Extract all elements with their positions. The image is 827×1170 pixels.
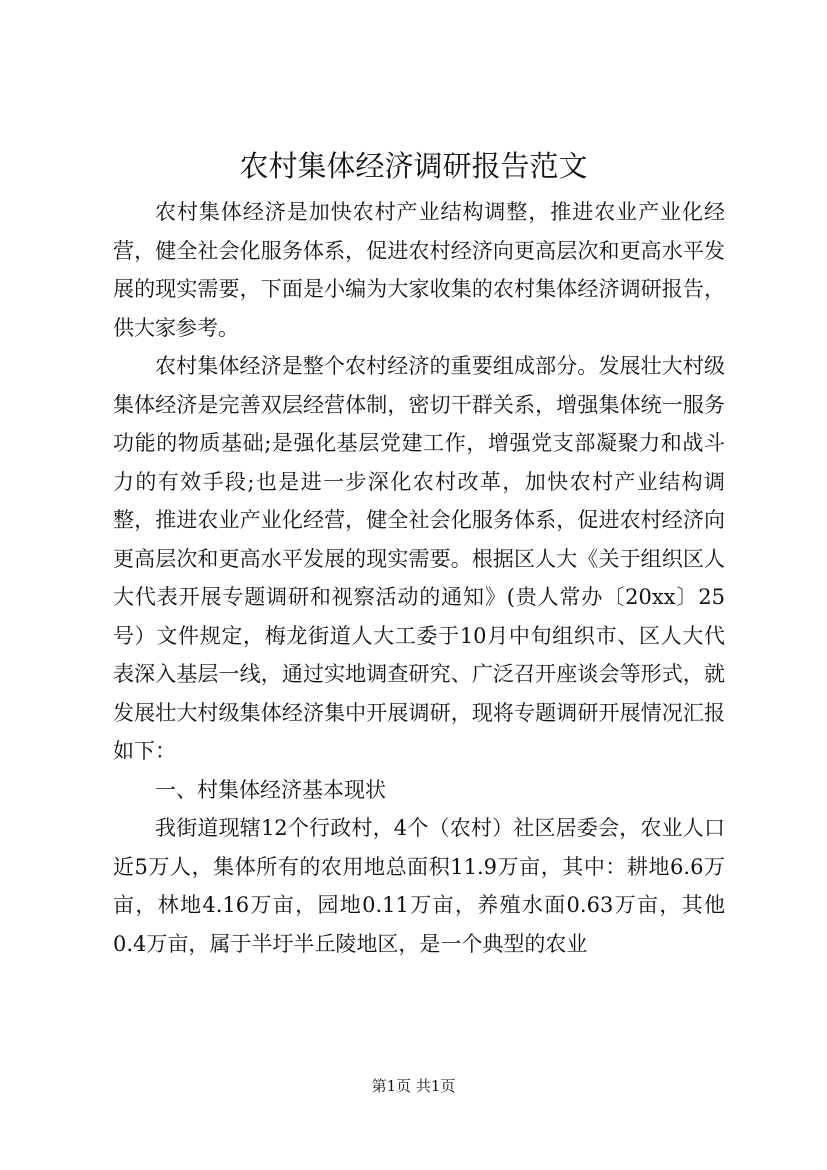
document-body: [113, 193, 725, 963]
page-number-footer: 第1页 共1页: [371, 1077, 456, 1095]
paragraph-intro: 农村集体经济是加快农村产业结构调整，推进农业产业化经营，健全社会化服务体系，促进农村经济向更高层次和更高水平发展的现实需要，下面是小编为大家收集的农村集体经济调研报告，供大家参考。: [113, 200, 725, 340]
paragraph-background: 农村集体经济是整个农村经济的重要组成部分。发展壮大村级集体经济是完善双层经营体制，密切干群关系，增强集体统一服务功能的物质基础;是强化基层党建工作，增强党支部凝聚力和战斗力的有效手段;也是进一步深化农村改革，加快农村产业结构调整，推进农业产业化经营，健全社会化服务体系，促进农村经济向更高层次和更高水平发展的现实需要。根据区人大《关于组织区人大代表开展专题调研和视察活动的通知》(贵人常办〔20xx〕25号）文件规定，梅龙街道人大工委于10月中旬组织市、区人大代表深入基层一线，通过实地调查研究、广泛召开座谈会等形式，就发展壮大村级集体经济集中开展调研，现将专题调研开展情况汇报如下：: [113, 354, 725, 763]
document-title: 农村集体经济调研报告范文: [239, 149, 588, 183]
section-heading: 一、村集体经济基本现状: [155, 777, 386, 802]
paragraph-status: 我街道现辖12个行政村，4个（农村）社区居委会，农业人口近5万人，集体所有的农用地总面积11.9万亩，其中：耕地6.6万亩，林地4.16万亩，园地0.11万亩，养殖水面0.63万亩，其他0.4万亩，属于半圩半丘陵地区，是一个典型的农业: [113, 816, 725, 956]
